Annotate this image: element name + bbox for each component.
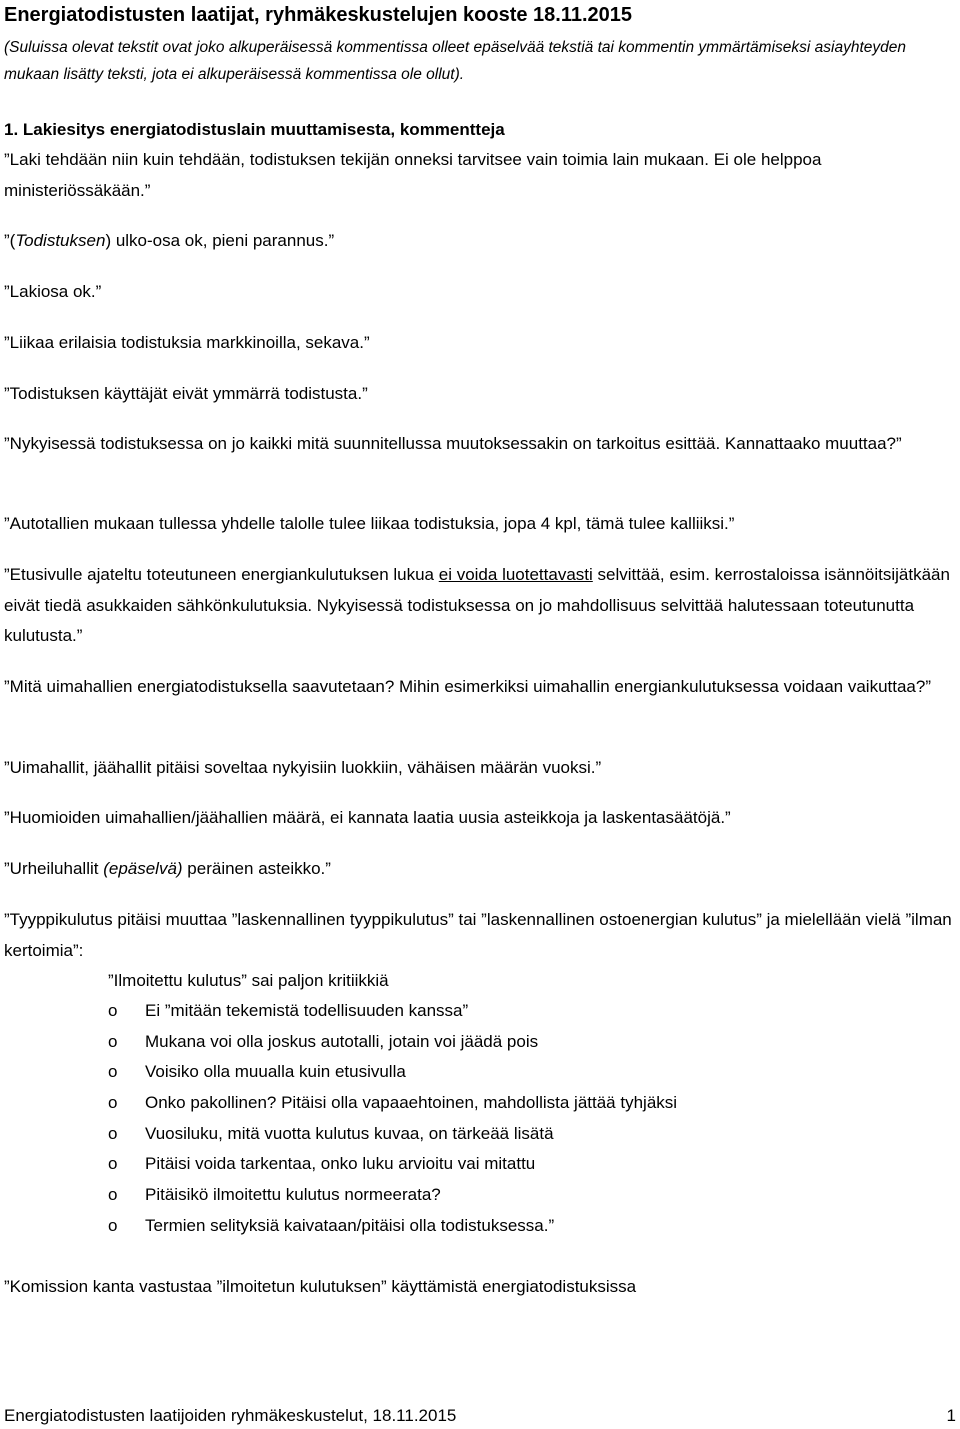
editorial-note: (Suluissa olevat tekstit ovat joko alkuperäisessä kommentissa olleet epäselvää tekstiä tai kommentin ymmärtämiseksi asiayhteyden mukaan lisätty teksti, jota ei alkuperäisessä kommentissa ole ollut). [4, 39, 906, 83]
list-item-text: Voisiko olla muualla kuin etusivulla [145, 1062, 406, 1082]
comment-text: peräinen asteikko.” [182, 859, 331, 878]
comment-text: ”( [4, 231, 16, 250]
bullet-marker: o [108, 1154, 118, 1174]
underlined-text: ei voida luotettavasti [438, 565, 593, 584]
bullet-marker: o [108, 1001, 118, 1020]
comment-paragraph-4: ”Liikaa erilaisia todistuksia markkinoilla, sekava.” [4, 333, 370, 352]
bullet-marker: o [108, 1093, 118, 1113]
comment-paragraph-1: ”Laki tehdään niin kuin tehdään, todistuksen tekijän onneksi tarvitsee vain toimia lain mukaan. Ei ole helppoa ministeriössäkään.” [4, 150, 822, 200]
list-item-text: Onko pakollinen? Pitäisi olla vapaaehtoinen, mahdollista jättää tyhjäksi [145, 1093, 678, 1113]
comment-paragraph-8 [4, 560, 954, 652]
bullet-marker: o [108, 1031, 118, 1051]
list-item-text: Ei ”mitään tekemistä todellisuuden kanssa” [145, 1001, 469, 1020]
comment-paragraph-5: ”Todistuksen käyttäjät eivät ymmärrä todistusta.” [4, 384, 368, 403]
criticism-list [4, 996, 954, 1242]
document-title: Energiatodistusten laatijat, ryhmäkeskustelujen kooste 18.11.2015 [4, 4, 633, 26]
bullet-marker: o [108, 1062, 118, 1082]
comment-paragraph-11: ”Huomioiden uimahallien/jäähallien määrä, ei kannata laatia uusia asteikkoja ja laskentasäätöjä.” [4, 808, 731, 827]
list-item-text: Mukana voi olla joskus autotalli, jotain voi jäädä pois [145, 1031, 539, 1051]
list-item [4, 1180, 954, 1211]
comment-text: ”Urheiluhallit [4, 859, 104, 878]
comment-text: ) ulko-osa ok, pieni parannus.” [105, 231, 335, 250]
comment-paragraph-3: ”Lakiosa ok.” [4, 282, 102, 301]
bullet-marker: o [108, 1123, 118, 1143]
comment-text: ”Etusivulle ajateltu toteutuneen energiankulutuksen lukua [4, 565, 439, 584]
list-item [4, 1119, 954, 1150]
list-item [4, 1088, 954, 1119]
page-number: 1 [946, 1406, 956, 1425]
section-heading: 1. Lakiesitys energiatodistuslain muuttamisesta, kommentteja [4, 120, 505, 139]
comment-paragraph-6: ”Nykyisessä todistuksessa on jo kaikki mitä suunnitellussa muutoksessakin on tarkoitus esittää. Kannattaako muuttaa?” [4, 434, 902, 453]
clarification-italic: Todistuksen [15, 231, 106, 250]
list-item [4, 1211, 954, 1242]
list-item [4, 1027, 954, 1058]
list-item [4, 1057, 954, 1088]
comment-paragraph-7: ”Autotallien mukaan tullessa yhdelle talolle tulee liikaa todistuksia, jopa 4 kpl, tämä tulee kalliiksi.” [4, 514, 735, 533]
list-item [4, 996, 954, 1027]
clarification-italic: (epäselvä) [103, 859, 183, 878]
comment-paragraph-14: ”Komission kanta vastustaa ”ilmoitetun kulutuksen” käyttämistä energiatodistuksissa [4, 1277, 637, 1296]
list-item-text: Pitäisi voida tarkentaa, onko luku arvioitu vai mitattu [145, 1154, 536, 1174]
list-heading: ”Ilmoitettu kulutus” sai paljon kritiikkiä [108, 971, 389, 990]
comment-paragraph-13: ”Tyyppikulutus pitäisi muuttaa ”laskennallinen tyyppikulutus” tai ”laskennallinen ostoenergian kulutus” ja mielellään vielä ”ilman kertoimia”: [4, 910, 952, 960]
comment-paragraph-2 [4, 226, 954, 257]
list-item-text: Termien selityksiä kaivataan/pitäisi olla todistuksessa.” [145, 1215, 555, 1235]
comment-paragraph-10: ”Uimahallit, jäähallit pitäisi soveltaa nykyisiin luokkiin, vähäisen määrän vuoksi.” [4, 758, 602, 777]
page-footer: Energiatodistusten laatijoiden ryhmäkeskustelut, 18.11.2015 [4, 1406, 457, 1425]
bullet-marker: o [108, 1215, 118, 1235]
list-item-text: Pitäisikö ilmoitettu kulutus normeerata? [145, 1185, 441, 1205]
comment-text: selvittää, esim. kerrostaloissa isännöitsijätkään eivät tiedä asukkaiden sähkönkulutuksia. Nykyisessä todistuksessa on jo mahdollisuus selvittää halutessaan toteutunutta kulutusta.” [4, 565, 950, 645]
comment-paragraph-12 [4, 854, 954, 885]
bullet-marker: o [108, 1185, 118, 1205]
comment-paragraph-9: ”Mitä uimahallien energiatodistuksella saavutetaan? Mihin esimerkiksi uimahallin energiankulutuksessa voidaan vaikuttaa?” [4, 677, 931, 696]
list-item-text: Vuosiluku, mitä vuotta kulutus kuvaa, on tärkeää lisätä [145, 1123, 554, 1143]
list-item [4, 1149, 954, 1180]
